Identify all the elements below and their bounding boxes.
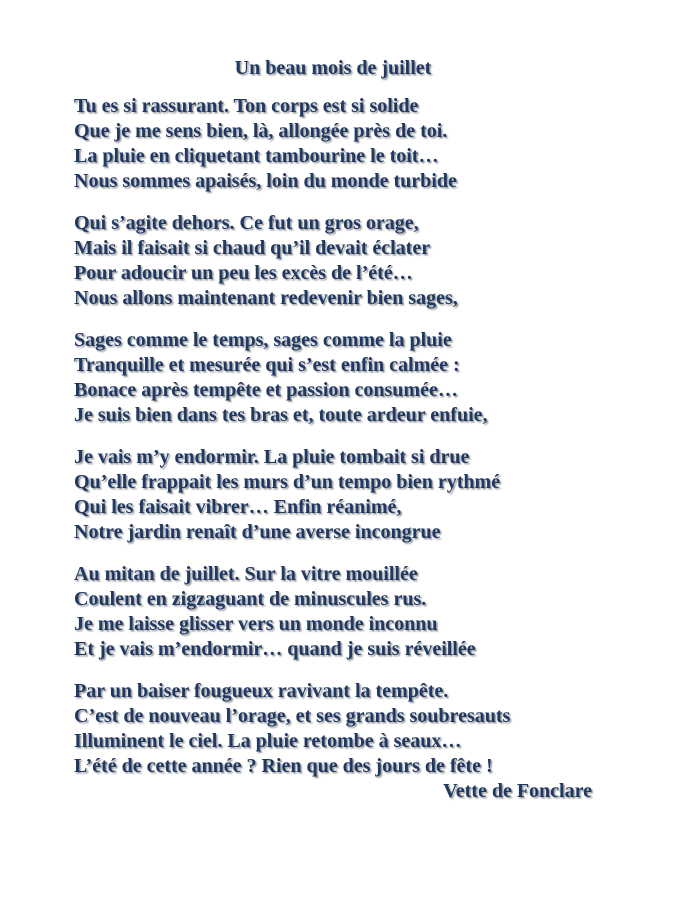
verse-line: Coulent en zigzaguant de minuscules rus. xyxy=(74,588,427,610)
poem-signature: Vette de Fonclare xyxy=(443,780,592,802)
verse-line: Qui s’agite dehors. Ce fut un gros orage, xyxy=(74,212,419,234)
verse-line: Pour adoucir un peu les excès de l’été… xyxy=(74,262,413,284)
verse-line: C’est de nouveau l’orage, et ses grands soubresauts xyxy=(74,705,511,727)
verse-line: Et je vais m’endormir… quand je suis réveillée xyxy=(74,638,476,660)
verse-line: Je vais m’y endormir. La pluie tombait si drue xyxy=(74,446,470,468)
verse-line: Tu es si rassurant. Ton corps est si solide xyxy=(74,95,419,117)
verse-line: Par un baiser fougueux ravivant la tempête. xyxy=(74,680,449,702)
stanza-6 xyxy=(74,679,674,779)
verse-line: Sages comme le temps, sages comme la pluie xyxy=(74,329,452,351)
verse-line: La pluie en cliquetant tambourine le toit… xyxy=(74,145,439,167)
stanza-5 xyxy=(74,562,674,662)
verse-line: Notre jardin renaît d’une averse incongrue xyxy=(74,521,441,543)
stanza-1 xyxy=(74,94,674,194)
stanza-4 xyxy=(74,445,674,545)
verse-line: Nous sommes apaisés, loin du monde turbide xyxy=(74,170,457,192)
verse-line: Que je me sens bien, là, allongée près de toi. xyxy=(74,120,448,142)
verse-line: Bonace après tempête et passion consumée… xyxy=(74,379,458,401)
verse-line: L’été de cette année ? Rien que des jours de fête ! xyxy=(74,755,493,777)
verse-line: Mais il faisait si chaud qu’il devait éclater xyxy=(74,237,431,259)
verse-line: Illuminent le ciel. La pluie retombe à seaux… xyxy=(74,730,462,752)
verse-line: Je suis bien dans tes bras et, toute ardeur enfuie, xyxy=(74,404,488,426)
verse-line: Qui les faisait vibrer… Enfin réanimé, xyxy=(74,496,402,518)
stanza-2 xyxy=(74,211,674,311)
verse-line: Tranquille et mesurée qui s’est enfin calmée : xyxy=(74,354,460,376)
verse-line: Au mitan de juillet. Sur la vitre mouillée xyxy=(74,563,418,585)
verse-line: Je me laisse glisser vers un monde inconnu xyxy=(74,613,438,635)
verse-line: Qu’elle frappait les murs d’un tempo bien rythmé xyxy=(74,471,501,493)
verse-line: Nous allons maintenant redevenir bien sages, xyxy=(74,287,458,309)
poem-body xyxy=(74,94,674,796)
stanza-3 xyxy=(74,328,674,428)
poem-title: Un beau mois de juillet xyxy=(234,57,432,79)
